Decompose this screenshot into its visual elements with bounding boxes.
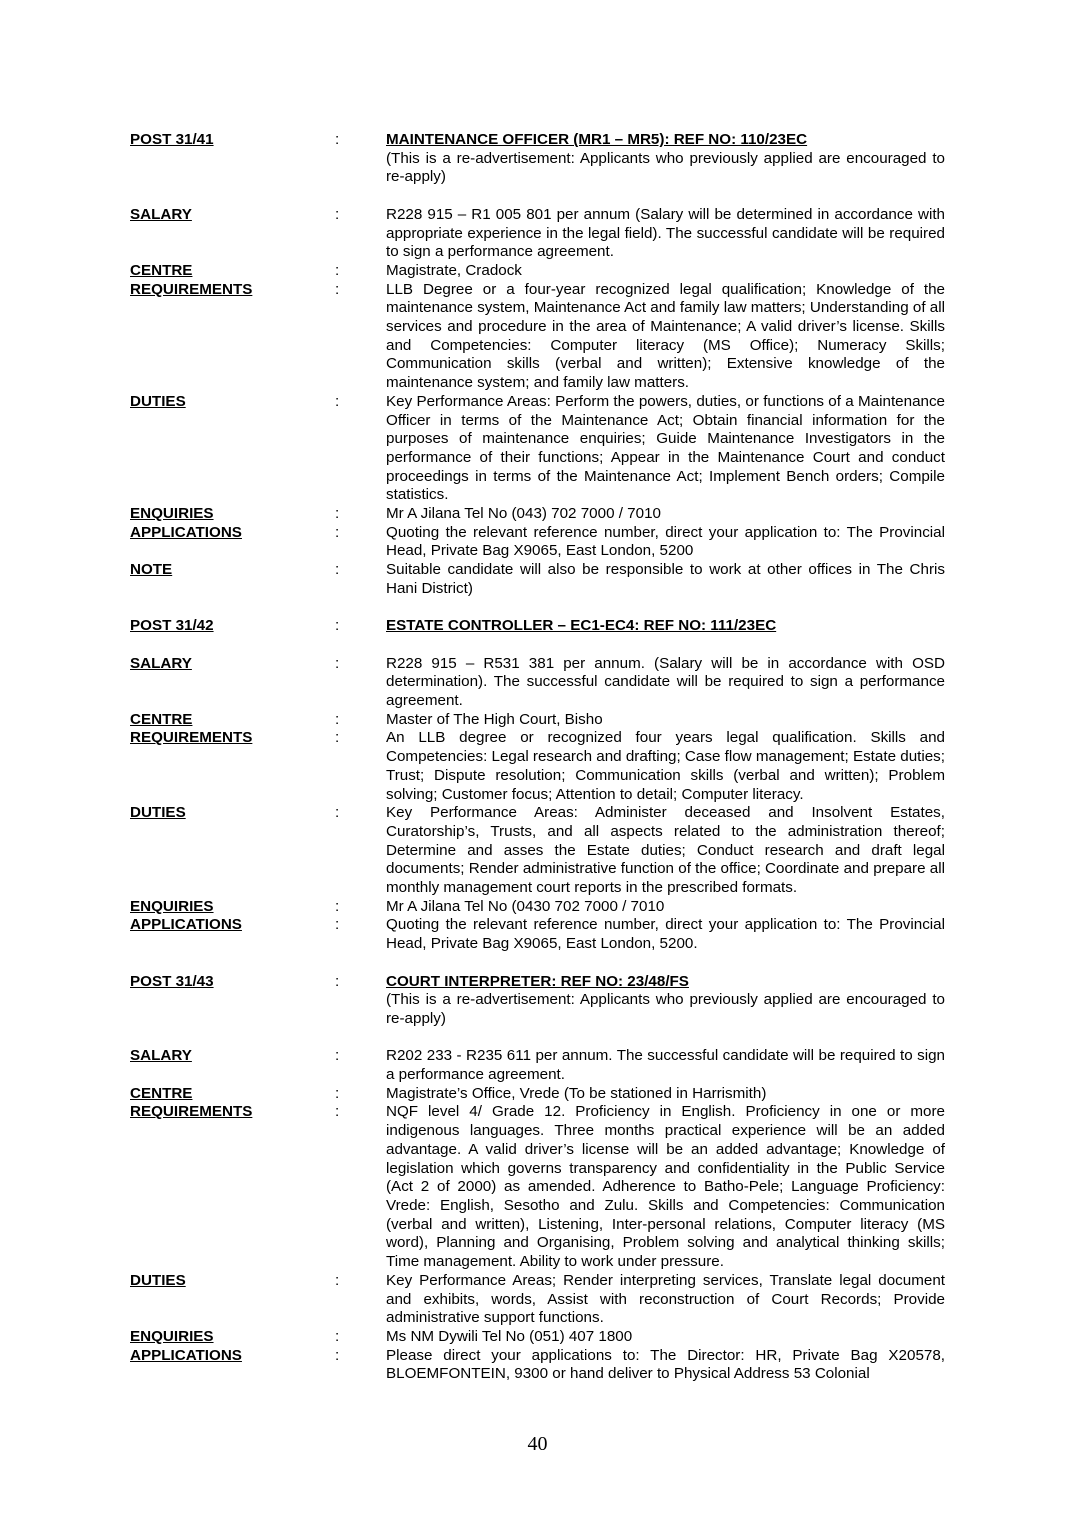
colon: : — [335, 392, 340, 410]
field-value: Ms NM Dywili Tel No (051) 407 1800 — [386, 1327, 633, 1345]
applications-row — [130, 916, 945, 953]
colon: : — [335, 280, 340, 298]
post-title-note: (This is a re-advertisement: Applicants who previously applied are encouraged to re-apply) — [386, 149, 945, 186]
field-value: Suitable candidate will also be responsible to work at other offices in The Chris Hani District) — [386, 561, 945, 597]
field-label: ENQUIRIES — [130, 897, 214, 915]
centre-row — [130, 262, 945, 281]
field-value: LLB Degree or a four-year recognized legal qualification; Knowledge of the maintenance system, Maintenance Act and family law matters; Understanding of all services and procedure in the area of Maintenance; A valid driver’s license. Skills and Competencies: Computer literacy (MS Office); Numeracy Skills; Communication skills (verbal and written); Extensive knowledge of the maintenance system; and family law matters. — [386, 280, 945, 392]
colon: : — [335, 804, 340, 822]
colon: : — [335, 1346, 340, 1364]
duties-row — [130, 1272, 945, 1328]
colon: : — [335, 261, 340, 279]
field-value: Magistrate’s Office, Vrede (To be stationed in Harrismith) — [386, 1084, 767, 1102]
post-header — [130, 131, 945, 187]
field-value: Mr A Jilana Tel No (043) 702 7000 / 7010 — [386, 505, 661, 523]
duties-row — [130, 804, 945, 898]
field-value: Key Performance Areas; Render interpreting services, Translate legal document and exhibits, words, Assist with reconstruction of Court Records; Provide administrative support functions. — [386, 1271, 945, 1327]
duties-row — [130, 393, 945, 505]
field-value: Key Performance Areas: Perform the powers, duties, or functions of a Maintenance Officer in terms of the Maintenance Act; Obtain financial information for the purposes of maintenance enquiries; Guide Maintenance Investigators in the performance of their functions; Appear in the Maintenance Court and conduct proceedings in terms of the Maintenance Act; Implement Bench orders; Compile statistics. — [386, 392, 945, 504]
applications-row — [130, 1347, 945, 1384]
post-header — [130, 973, 945, 1029]
colon: : — [335, 972, 340, 990]
field-label: SALARY — [130, 205, 192, 223]
post-title-block — [386, 131, 945, 187]
post-title-block — [386, 973, 945, 1029]
field-value: An LLB degree or recognized four years legal qualification. Skills and Competencies: Legal research and drafting; Case flow management; Estate duties; Trust; Dispute resolution; Communication skills (verbal and written); Problem solving; Customer focus; Attention to detail; Computer literacy. — [386, 729, 945, 803]
salary-row — [130, 655, 945, 711]
enquiries-row — [130, 1328, 945, 1347]
field-value: Please direct your applications to: The Director: HR, Private Bag X20578, BLOEMFONTEIN, 9300 or hand deliver to Physical Address 53 Colonial — [386, 1346, 945, 1383]
field-label: ENQUIRIES — [130, 505, 214, 523]
field-label: REQUIREMENTS — [130, 280, 253, 298]
field-label: DUTIES — [130, 1271, 186, 1289]
field-value: Mr A Jilana Tel No (0430 702 7000 / 7010 — [386, 897, 665, 915]
field-label: APPLICATIONS — [130, 1346, 242, 1364]
post-title: MAINTENANCE OFFICER (MR1 – MR5): REF NO: 110/23EC — [386, 131, 808, 148]
field-value: Key Performance Areas: Administer deceased and Insolvent Estates, Curatorship’s, Trusts, and all aspects related to the administration thereof; Determine and asses the Estate duties; Conduct research and draft legal documents; Render administrative function of the office; Coordinate and prepare all monthly management court reports in the prescribed formats. — [386, 804, 945, 897]
field-value: Quoting the relevant reference number, direct your application to: The Provincial Head, Private Bag X9065, East London, 5200 — [386, 523, 945, 560]
field-label: CENTRE — [130, 261, 193, 279]
field-label: SALARY — [130, 1047, 192, 1065]
field-label: CENTRE — [130, 710, 193, 728]
colon: : — [335, 654, 340, 672]
colon: : — [335, 561, 340, 579]
job-listings — [130, 131, 945, 1384]
page-number: 40 — [527, 1433, 548, 1455]
field-label: SALARY — [130, 654, 192, 672]
field-label: APPLICATIONS — [130, 523, 242, 541]
colon: : — [335, 1047, 340, 1065]
post-section — [130, 617, 945, 954]
colon: : — [335, 505, 340, 523]
colon: : — [335, 1103, 340, 1121]
salary-row — [130, 1047, 945, 1084]
enquiries-row — [130, 898, 945, 917]
post-section — [130, 973, 945, 1384]
field-value: NQF level 4/ Grade 12. Proficiency in English. Proficiency in one or more indigenous languages. Three months practical experience will be an added advantage. A valid driver’s license will be an added advantage; Knowledge of legislation which governs transparency and confidentiality in the Public Service (Act 2 of 2000) as amended. Adherence to Batho-Pele; Language Proficiency: Vrede: English, Sesotho and Zulu. Skills and Competencies: Communication (verbal and written), Listening, Inter-personal relations, Computer literacy (MS word), Planning and Organising, Problem solving and analytical thinking skills; Time management. Ability to work under pressure. — [386, 1103, 945, 1271]
post-title-block — [386, 617, 945, 636]
field-value: Master of The High Court, Bisho — [386, 710, 603, 728]
post-title: COURT INTERPRETER: REF NO: 23/48/FS — [386, 972, 689, 990]
post-label: POST 31/42 — [130, 617, 214, 635]
field-label: CENTRE — [130, 1084, 193, 1102]
field-label: APPLICATIONS — [130, 916, 242, 934]
requirements-row — [130, 729, 945, 804]
colon: : — [335, 1327, 340, 1345]
field-label: NOTE — [130, 561, 173, 579]
field-label: REQUIREMENTS — [130, 729, 253, 747]
requirements-row — [130, 281, 945, 393]
requirements-row — [130, 1103, 945, 1271]
post-label: POST 31/41 — [130, 131, 214, 148]
note-row — [130, 561, 945, 598]
centre-row — [130, 1085, 945, 1104]
field-label: REQUIREMENTS — [130, 1103, 253, 1121]
colon: : — [335, 523, 340, 541]
enquiries-row — [130, 505, 945, 524]
field-value: Quoting the relevant reference number, direct your application to: The Provincial Head, Private Bag X9065, East London, 5200. — [386, 916, 945, 953]
colon: : — [335, 916, 340, 934]
salary-row — [130, 206, 945, 262]
field-value: R202 233 - R235 611 per annum. The successful candidate will be required to sign a performance agreement. — [386, 1047, 945, 1084]
post-title: ESTATE CONTROLLER – EC1-EC4: REF NO: 111/23EC — [386, 617, 777, 635]
field-value: R228 915 – R531 381 per annum. (Salary will be in accordance with OSD determination). The successful candidate will be required to sign a performance agreement. — [386, 654, 945, 710]
post-header — [130, 617, 945, 636]
colon: : — [335, 1084, 340, 1102]
centre-row — [130, 711, 945, 730]
colon: : — [335, 617, 340, 635]
field-label: ENQUIRIES — [130, 1327, 214, 1345]
colon: : — [335, 710, 340, 728]
field-value: R228 915 – R1 005 801 per annum (Salary will be determined in accordance with appropriate experience in the legal field). The successful candidate will be required to sign a performance agreement. — [386, 205, 945, 261]
colon: : — [335, 1271, 340, 1289]
applications-row — [130, 524, 945, 561]
colon: : — [335, 897, 340, 915]
post-label: POST 31/43 — [130, 972, 214, 990]
colon: : — [335, 131, 340, 148]
field-label: DUTIES — [130, 392, 186, 410]
colon: : — [335, 729, 340, 747]
colon: : — [335, 205, 340, 223]
field-label: DUTIES — [130, 804, 186, 822]
post-title-note: (This is a re-advertisement: Applicants who previously applied are encouraged to re-apply) — [386, 991, 945, 1027]
post-section — [130, 131, 945, 599]
field-value: Magistrate, Cradock — [386, 261, 522, 279]
